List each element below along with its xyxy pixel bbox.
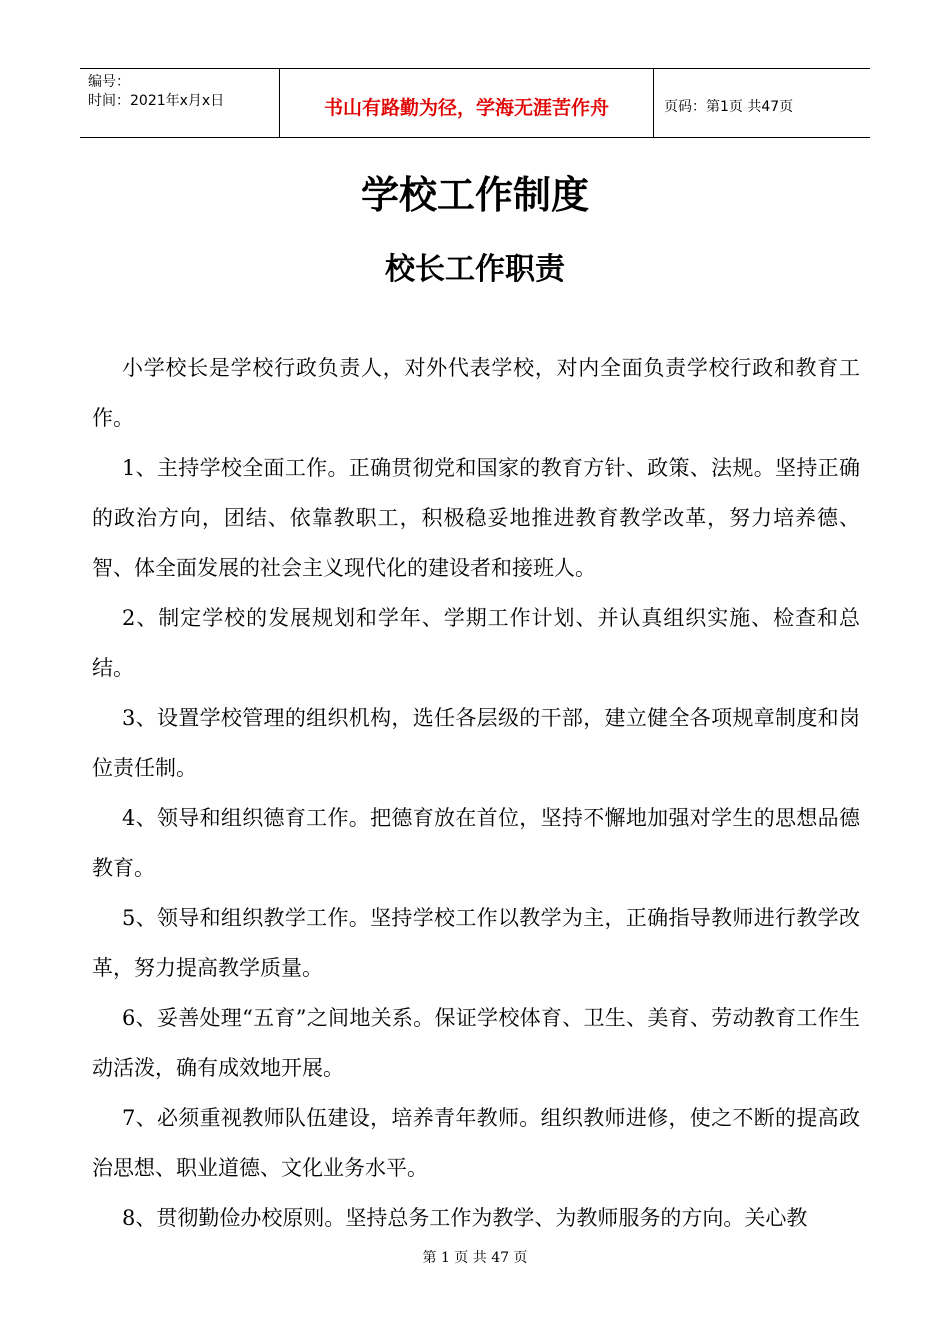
header-motto: 书山有路勤为径，学海无涯苦作舟 <box>280 69 654 137</box>
page-footer: 第 1 页 共 47 页 <box>422 1250 528 1266</box>
paragraph: 7、必须重视教师队伍建设，培养青年教师。组织教师进修，使之不断的提高政治思想、职业道德、文化业务水平。 <box>92 1106 860 1180</box>
header-meta-cell <box>80 69 280 137</box>
paragraph: 2、制定学校的发展规划和学年、学期工作计划、并认真组织实施、检查和总结。 <box>92 606 860 680</box>
document-body <box>92 343 860 1243</box>
document-title: 学校工作制度 <box>360 173 589 217</box>
paragraph: 4、领导和组织德育工作。把德育放在首位，坚持不懈地加强对学生的思想品德教育。 <box>92 806 860 880</box>
document-header <box>80 68 870 138</box>
header-number-label: 编号： <box>88 74 130 90</box>
paragraph: 小学校长是学校行政负责人，对外代表学校，对内全面负责学校行政和教育工作。 <box>92 356 860 430</box>
header-time-label: 时间：2021年x月x日 <box>88 93 225 109</box>
paragraph: 3、设置学校管理的组织机构，选任各层级的干部，建立健全各项规章制度和岗位责任制。 <box>92 706 860 780</box>
paragraph: 5、领导和组织教学工作。坚持学校工作以教学为主，正确指导教师进行教学改革，努力提高教学质量。 <box>92 906 860 980</box>
document-subtitle: 校长工作职责 <box>385 252 565 287</box>
paragraph: 6、妥善处理“五育”之间地关系。保证学校体育、卫生、美育、劳动教育工作生动活泼，确有成效地开展。 <box>92 1006 860 1080</box>
paragraph: 8、贯彻勤俭办校原则。坚持总务工作为教学、为教师服务的方向。关心教 <box>122 1206 808 1230</box>
paragraph: 1、主持学校全面工作。正确贯彻党和国家的教育方针、政策、法规。坚持正确的政治方向，团结、依靠教职工，积极稳妥地推进教育教学改革，努力培养德、智、体全面发展的社会主义现代化的建设者和接班人。 <box>92 456 860 580</box>
header-page-info: 页码：第1页 共47页 <box>664 99 794 115</box>
